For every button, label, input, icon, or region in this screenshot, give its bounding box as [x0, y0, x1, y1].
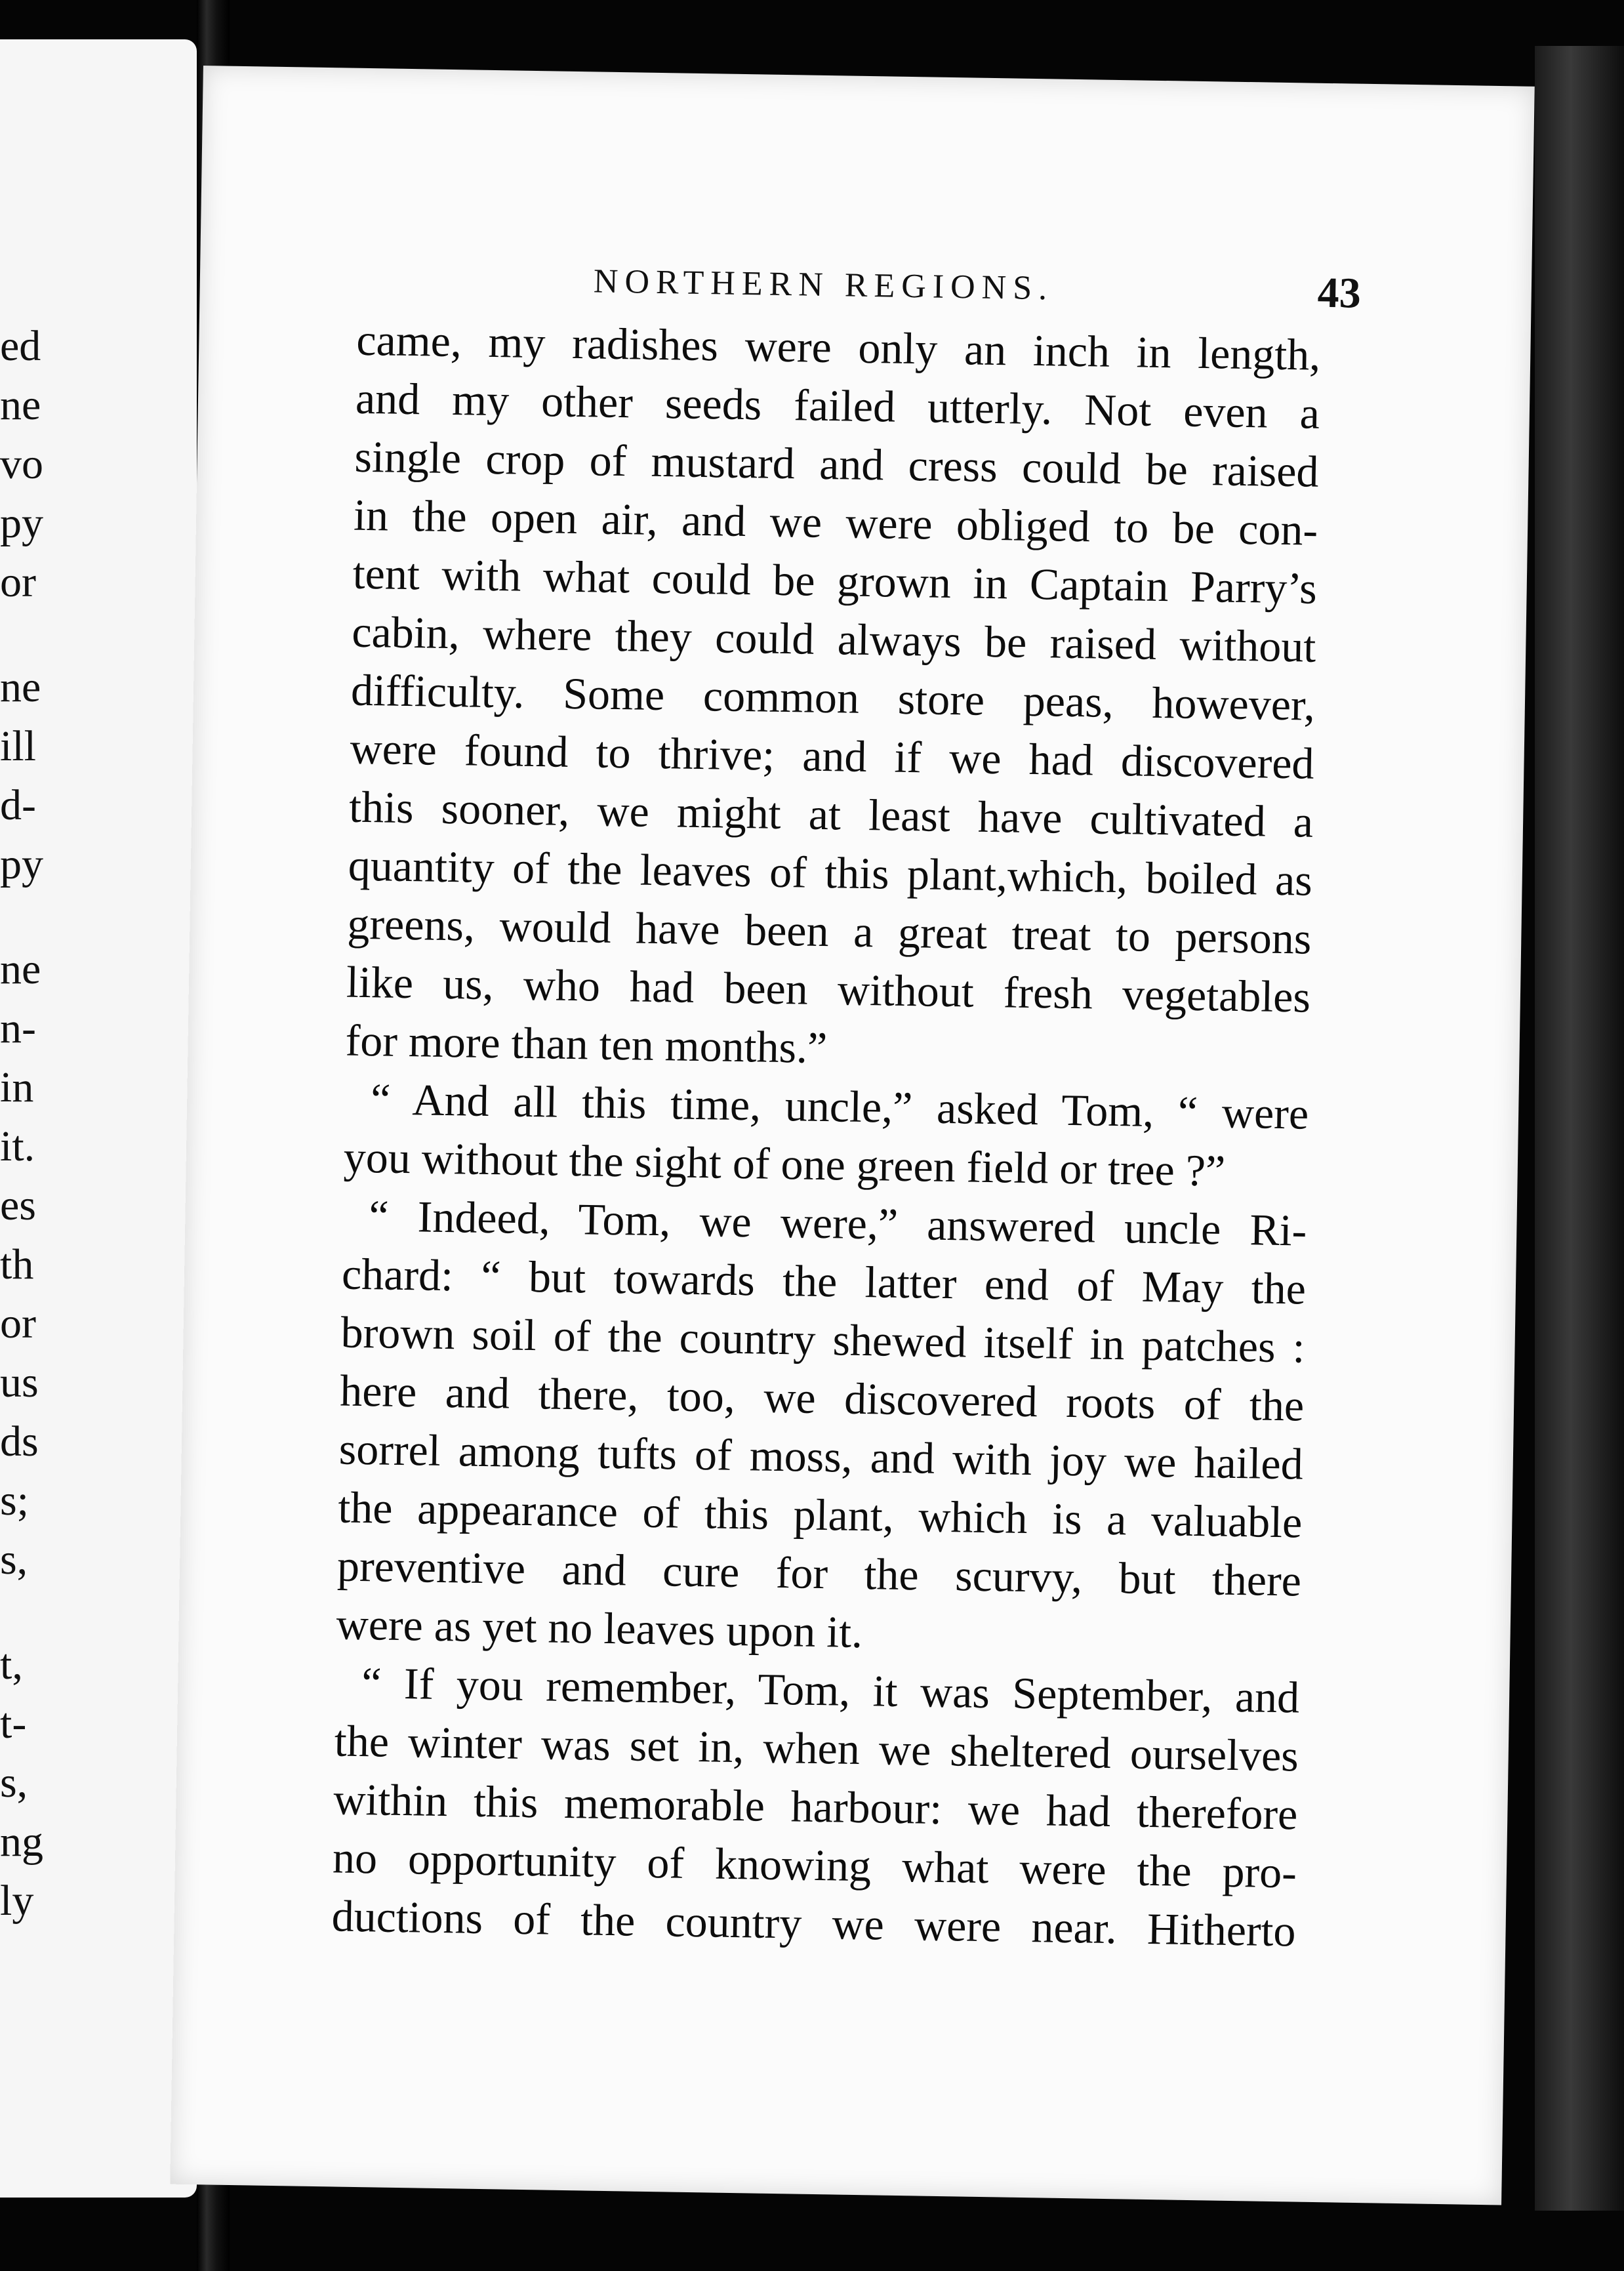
text-line: greens, would have been a great treat to persons [346, 898, 1312, 964]
text-line: sorrel among tufts of moss, and with joy we hailed [338, 1423, 1304, 1489]
facing-page-fragment: ds [0, 1418, 39, 1465]
text-line: single crop of mustard and cress could be raised [354, 431, 1320, 497]
facing-page-fragment: ly [0, 1877, 34, 1925]
facing-page-fragment: ed [0, 322, 41, 370]
facing-page-fragment: it. [0, 1122, 35, 1170]
facing-page-fragment: s, [0, 1536, 28, 1584]
text-line: and my other seeds failed utterly. Not even a [355, 373, 1320, 438]
facing-page-fragment: us [0, 1359, 39, 1406]
facing-page-fragment: vo [0, 440, 43, 488]
text-line: no opportunity of knowing what were the pro- [332, 1832, 1297, 1898]
text-line: were found to thrive; and if we had discovered [350, 723, 1315, 788]
text-line: cabin, where they could always be raised without [351, 606, 1316, 672]
text-line: were as yet no leaves upon it. [336, 1599, 863, 1658]
facing-page-fragment: n- [0, 1004, 36, 1052]
text-line: like us, who had been without fresh vegetables [346, 956, 1311, 1022]
text-line: you without the sight of one green field or tree ?” [343, 1132, 1226, 1196]
text-line: tent with what could be grown in Captain Parry’s [352, 548, 1318, 613]
facing-page-fragment: s; [0, 1477, 30, 1524]
text-line: the winter was set in, when we sheltered ourselves [334, 1715, 1299, 1781]
text-line: “ And all this time, uncle,” asked Tom, “ were [370, 1074, 1309, 1139]
facing-page-fragment: d- [0, 781, 36, 829]
text-line: brown soil of the country shewed itself in patches : [340, 1307, 1306, 1372]
text-line: for more than ten months.” [345, 1015, 828, 1073]
facing-page-fragment: ne [0, 381, 41, 429]
text-line: here and there, too, we discovered roots of the [339, 1365, 1305, 1431]
facing-page-fragment: or [0, 558, 36, 606]
facing-page-fragment: es [0, 1181, 36, 1229]
body-text [331, 311, 1321, 1961]
facing-page-fragment: s, [0, 1759, 28, 1807]
facing-page [0, 39, 197, 2198]
text-line: the appearance of this plant, which is a valuable [337, 1482, 1303, 1547]
facing-page-fragment: in [0, 1063, 34, 1111]
text-line: came, my radishes were only an inch in length, [355, 314, 1321, 380]
facing-page-fragment: ne [0, 663, 41, 711]
page-stack-edge [1535, 46, 1624, 2211]
facing-page-fragment: py [0, 840, 43, 888]
book-page [170, 66, 1534, 2205]
text-line: preventive and cure for the scurvy, but there [336, 1540, 1302, 1606]
facing-page-fragment: t- [0, 1700, 27, 1748]
text-line: chard: “ but towards the latter end of May the [341, 1248, 1307, 1314]
text-line: “ Indeed, Tom, we were,” answered uncle Ri- [368, 1191, 1307, 1256]
text-line: difficulty. Some common store peas, however, [350, 665, 1316, 730]
text-line: ductions of the country we were near. Hitherto [331, 1891, 1297, 1956]
facing-page-fragment: ne [0, 945, 41, 993]
facing-page-fragment: or [0, 1299, 36, 1347]
text-line: in the open air, and we were obliged to be con- [353, 489, 1318, 555]
text-line: quantity of the leaves of this plant,which, boiled as [348, 840, 1313, 905]
text-line: within this memorable harbour: we had therefore [333, 1774, 1298, 1839]
facing-page-fragment: ill [0, 722, 37, 770]
page-number: 43 [1317, 268, 1362, 317]
text-line: this sooner, we might at least have cultivated a [348, 781, 1314, 847]
running-title: NORTHERN REGIONS. [593, 262, 1054, 308]
facing-page-fragment: ng [0, 1818, 43, 1866]
facing-page-fragment: th [0, 1240, 34, 1288]
facing-page-fragment: py [0, 499, 43, 547]
facing-page-fragment: t, [0, 1641, 23, 1688]
text-line: “ If you remember, Tom, it was September, and [361, 1658, 1300, 1723]
